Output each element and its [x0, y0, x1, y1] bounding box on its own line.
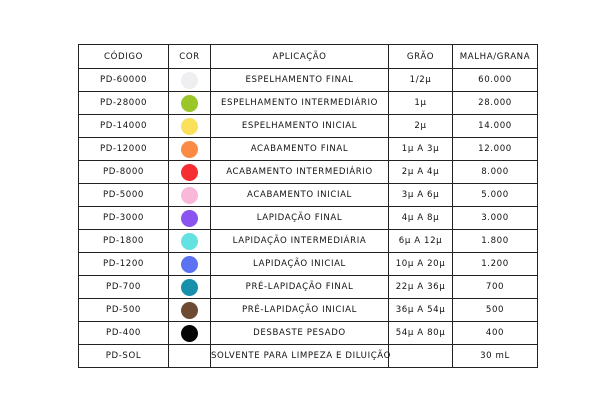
cell-code: PD-1200 [79, 253, 169, 276]
table-row [79, 299, 538, 322]
cell-code: PD-5000 [79, 184, 169, 207]
color-swatch [181, 141, 198, 158]
cell-grain: 1μ A 3μ [389, 138, 453, 161]
table-row [79, 345, 538, 368]
table-row [79, 322, 538, 345]
header-grain: GRÃO [389, 45, 453, 69]
color-swatch [181, 302, 198, 319]
cell-code: PD-SOL [79, 345, 169, 368]
cell-color [169, 345, 211, 368]
cell-code: PD-3000 [79, 207, 169, 230]
color-swatch [181, 95, 198, 112]
table-header-row [79, 45, 538, 69]
cell-color [169, 230, 211, 253]
cell-grain: 2μ [389, 115, 453, 138]
header-application: APLICAÇÃO [211, 45, 389, 69]
cell-code: PD-14000 [79, 115, 169, 138]
header-mesh: MALHA/GRANA [453, 45, 538, 69]
table-row [79, 161, 538, 184]
cell-mesh: 14.000 [453, 115, 538, 138]
color-swatch [181, 233, 198, 250]
color-swatch [181, 118, 198, 135]
cell-application: LAPIDAÇÃO INICIAL [211, 253, 389, 276]
cell-code: PD-400 [79, 322, 169, 345]
color-swatch [181, 325, 198, 342]
table-row [79, 184, 538, 207]
cell-application: PRÉ-LAPIDAÇÃO FINAL [211, 276, 389, 299]
cell-grain: 6μ A 12μ [389, 230, 453, 253]
table-row [79, 92, 538, 115]
cell-grain: 1μ [389, 92, 453, 115]
cell-application: ESPELHAMENTO INICIAL [211, 115, 389, 138]
cell-grain: 2μ A 4μ [389, 161, 453, 184]
cell-application: ACABAMENTO FINAL [211, 138, 389, 161]
cell-color [169, 92, 211, 115]
cell-mesh: 500 [453, 299, 538, 322]
table-row [79, 207, 538, 230]
cell-code: PD-28000 [79, 92, 169, 115]
cell-application: ACABAMENTO INTERMEDIÁRIO [211, 161, 389, 184]
cell-grain: 22μ A 36μ [389, 276, 453, 299]
cell-grain: 3μ A 6μ [389, 184, 453, 207]
table-row [79, 253, 538, 276]
cell-application: LAPIDAÇÃO INTERMEDIÁRIA [211, 230, 389, 253]
cell-application: ESPELHAMENTO INTERMEDIÁRIO [211, 92, 389, 115]
color-swatch [181, 279, 198, 296]
cell-color [169, 69, 211, 92]
cell-application: LAPIDAÇÃO FINAL [211, 207, 389, 230]
cell-mesh: 700 [453, 276, 538, 299]
cell-color [169, 207, 211, 230]
cell-color [169, 115, 211, 138]
table-row [79, 230, 538, 253]
cell-mesh: 60.000 [453, 69, 538, 92]
cell-application: SOLVENTE PARA LIMPEZA E DILUIÇÃO [211, 345, 389, 368]
cell-code: PD-500 [79, 299, 169, 322]
cell-color [169, 322, 211, 345]
cell-mesh: 8.000 [453, 161, 538, 184]
cell-color [169, 253, 211, 276]
table-body [79, 69, 538, 368]
cell-application: ACABAMENTO INICIAL [211, 184, 389, 207]
header-code: CÓDIGO [79, 45, 169, 69]
table-row [79, 276, 538, 299]
cell-grain [389, 345, 453, 368]
color-swatch [181, 210, 198, 227]
cell-mesh: 400 [453, 322, 538, 345]
table-row [79, 69, 538, 92]
color-swatch [181, 187, 198, 204]
cell-color [169, 161, 211, 184]
cell-code: PD-12000 [79, 138, 169, 161]
color-swatch [181, 72, 198, 89]
cell-color [169, 276, 211, 299]
product-table [78, 44, 538, 368]
cell-application: PRÉ-LAPIDAÇÃO INICIAL [211, 299, 389, 322]
cell-mesh: 28.000 [453, 92, 538, 115]
table-row [79, 138, 538, 161]
cell-mesh: 12.000 [453, 138, 538, 161]
cell-color [169, 138, 211, 161]
cell-color [169, 184, 211, 207]
cell-code: PD-60000 [79, 69, 169, 92]
cell-mesh: 1.800 [453, 230, 538, 253]
color-swatch [181, 164, 198, 181]
cell-grain: 10μ A 20μ [389, 253, 453, 276]
cell-code: PD-1800 [79, 230, 169, 253]
cell-grain: 36μ A 54μ [389, 299, 453, 322]
cell-color [169, 299, 211, 322]
cell-mesh: 1.200 [453, 253, 538, 276]
color-swatch [181, 256, 198, 273]
cell-mesh: 5.000 [453, 184, 538, 207]
cell-grain: 54μ A 80μ [389, 322, 453, 345]
cell-application: DESBASTE PESADO [211, 322, 389, 345]
header-color: COR [169, 45, 211, 69]
cell-mesh: 30 mL [453, 345, 538, 368]
cell-grain: 1/2μ [389, 69, 453, 92]
cell-grain: 4μ A 8μ [389, 207, 453, 230]
cell-code: PD-700 [79, 276, 169, 299]
cell-mesh: 3.000 [453, 207, 538, 230]
table-row [79, 115, 538, 138]
cell-code: PD-8000 [79, 161, 169, 184]
cell-application: ESPELHAMENTO FINAL [211, 69, 389, 92]
